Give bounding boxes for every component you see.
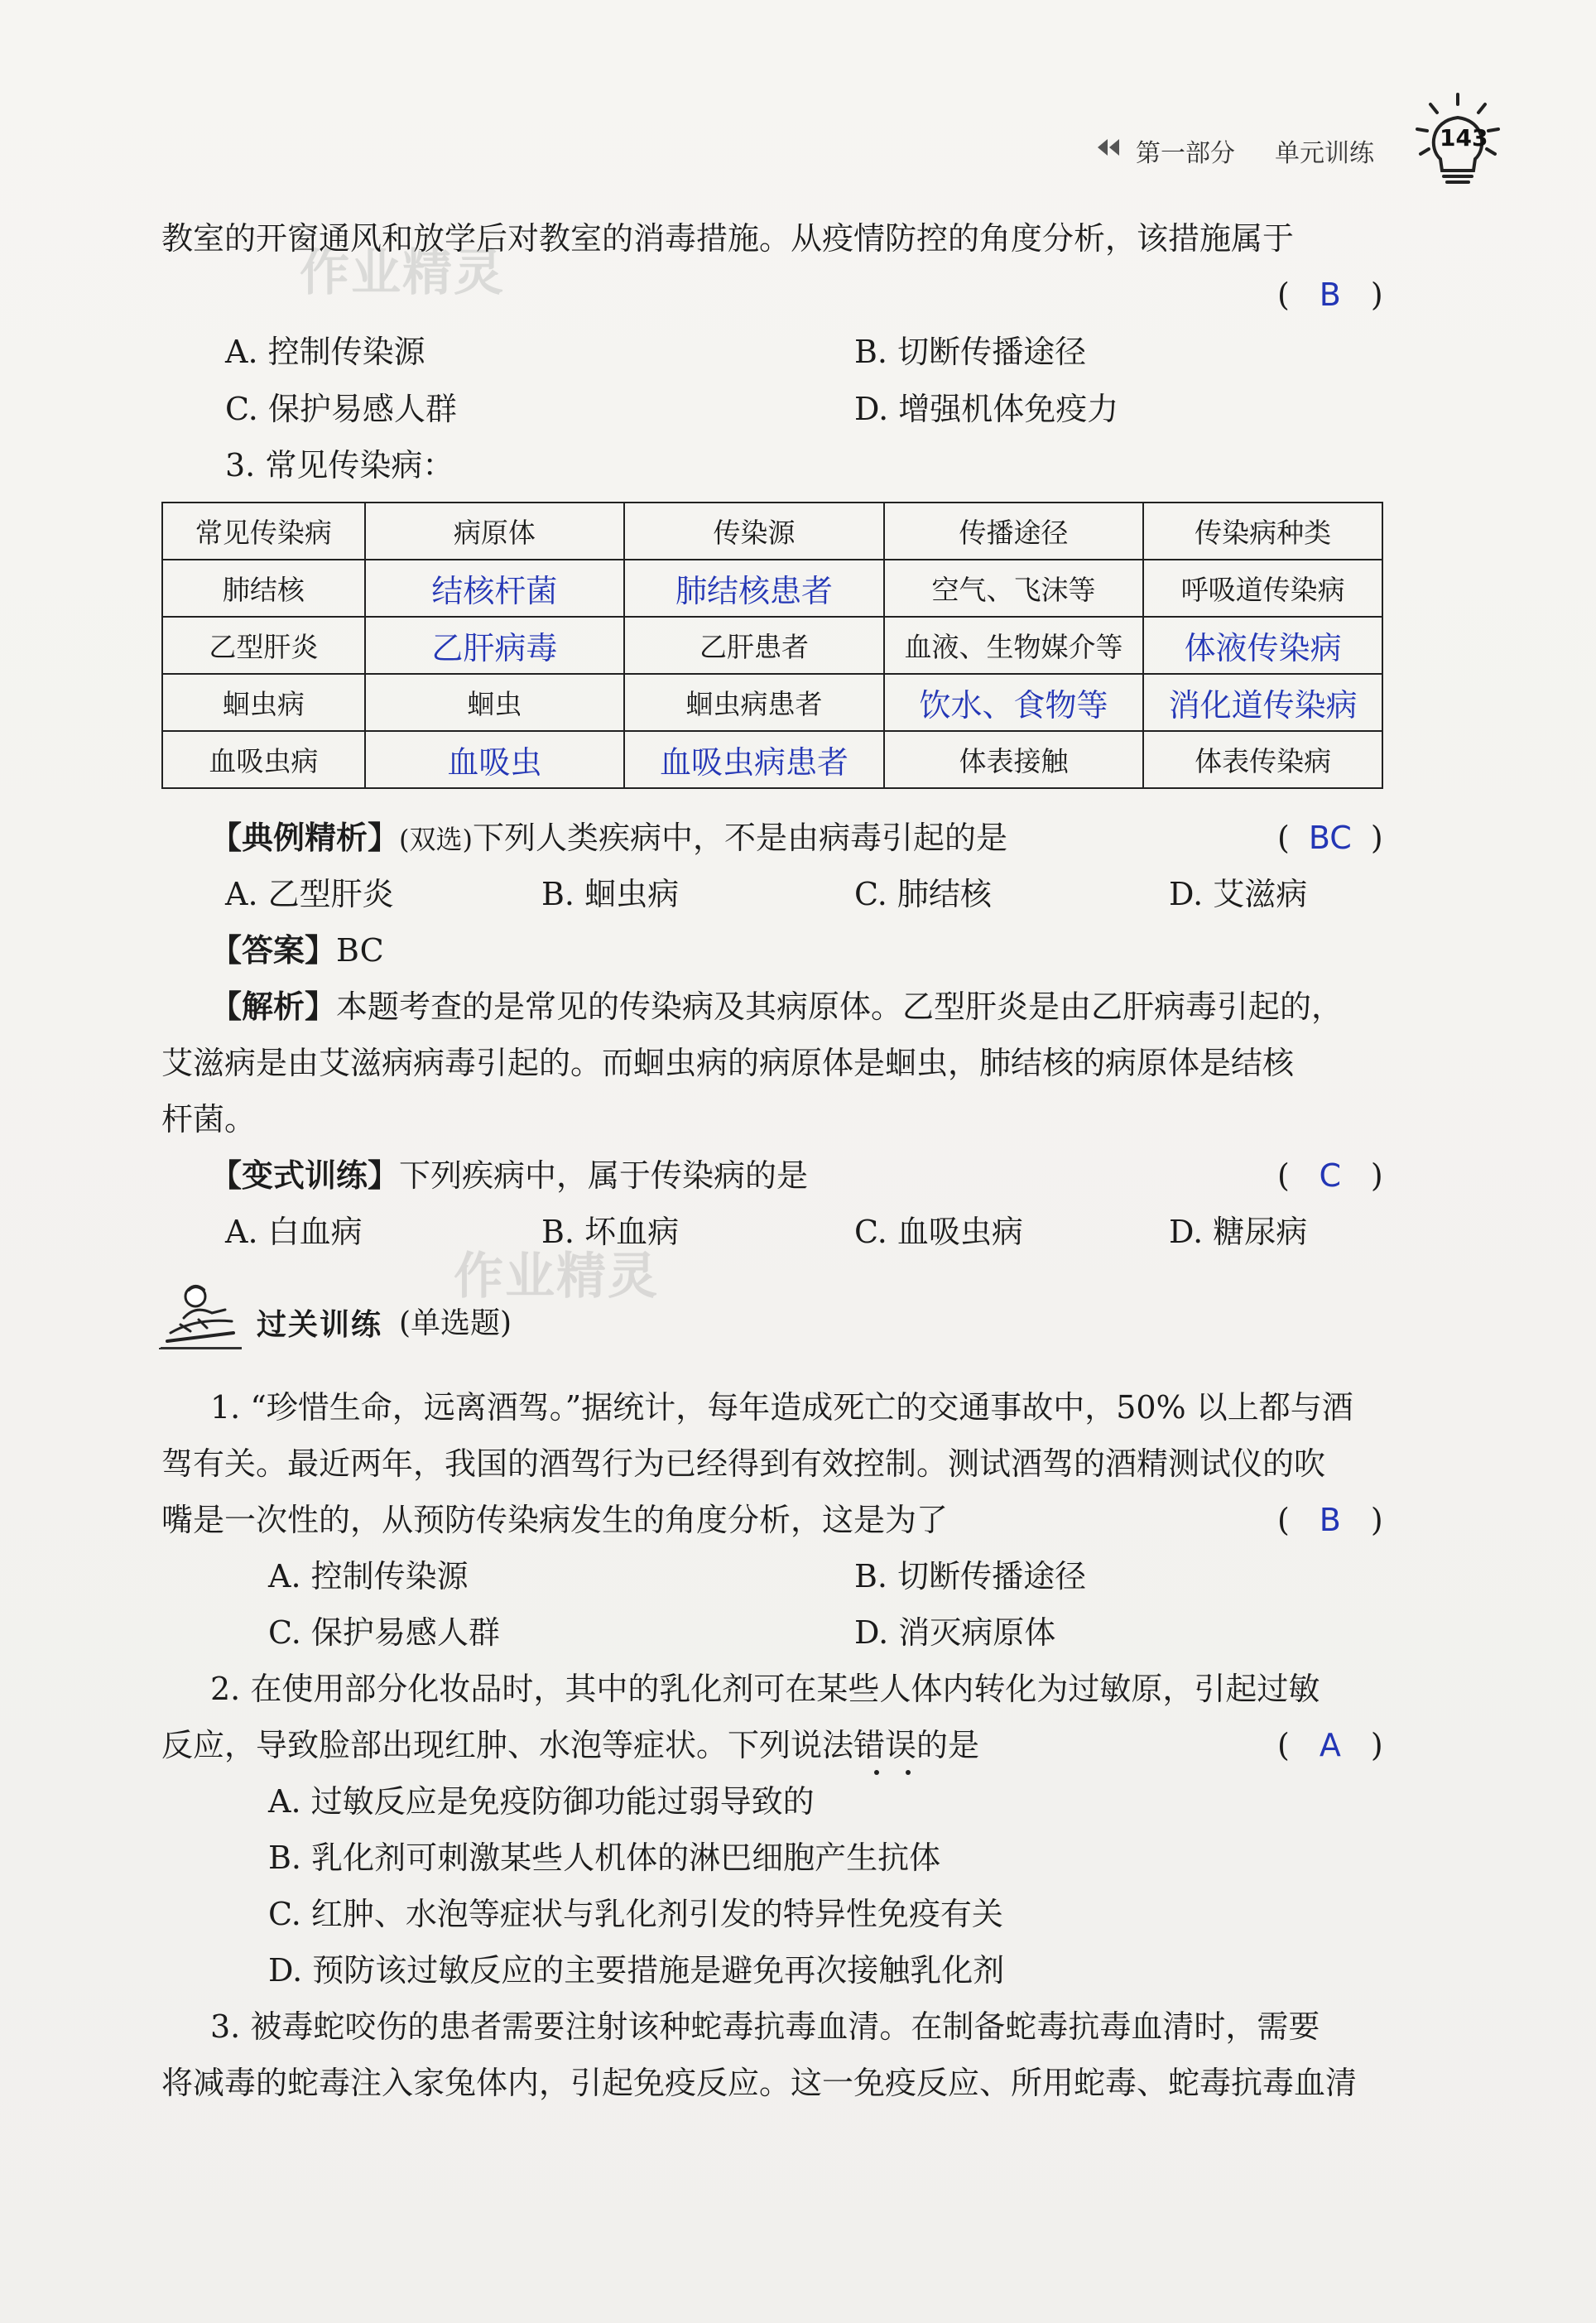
analysis-line-1 (210, 985, 1343, 1028)
q1-option-a: A. 控制传染源 (268, 1558, 469, 1594)
intro-option-c: C. 保护易感人群 (225, 391, 457, 427)
table-cell: 呼吸道传染病 (1143, 560, 1382, 617)
q2-option-c: C. 红肿、水泡等症状与乳化剂引发的特异性免疫有关 (268, 1896, 1003, 1932)
variant-option-d: D. 糖尿病 (1169, 1214, 1308, 1250)
header-section: 单元训练 (1275, 139, 1374, 168)
table-row (162, 560, 1382, 617)
watermark: 作业精灵 (454, 1248, 659, 1306)
analysis-label: 【解析】 (210, 988, 337, 1025)
example-option-c: C. 肺结核 (854, 876, 992, 912)
variant-text: 下列疾病中，属于传染病的是 (399, 1157, 809, 1194)
practice-icon (159, 1282, 242, 1353)
example-question (210, 816, 1007, 861)
intro-option-b: B. 切断传播途径 (854, 334, 1087, 370)
example-answer-line (210, 929, 384, 972)
q2-option-a: A. 过敏反应是免疫防御功能过弱导致的 (268, 1783, 815, 1820)
table-cell-answer: 肺结核患者 (624, 560, 884, 617)
answer-text: BC (336, 932, 384, 969)
example-text: 下列人类疾病中，不是由病毒引起的是 (473, 820, 1008, 856)
example-option-d: D. 艾滋病 (1169, 876, 1308, 912)
variant-option-c: C. 血吸虫病 (854, 1214, 1023, 1250)
table-header-cell: 传染病种类 (1143, 503, 1382, 560)
analysis-line-3: 杆菌。 (161, 1101, 257, 1137)
practice-title: 过关训练 (257, 1308, 383, 1342)
table-header-cell: 传染源 (624, 503, 884, 560)
table-cell-answer: 血吸虫 (365, 731, 625, 788)
variant-label: 【变式训练】 (210, 1157, 400, 1194)
table-header-cell: 常见传染病 (162, 503, 365, 560)
table-cell-answer: 饮水、食物等 (884, 674, 1144, 731)
q2-answer-paren: ( A ) (1277, 1724, 1383, 1767)
practice-note: (单选题) (399, 1306, 512, 1340)
variant-question (210, 1154, 808, 1197)
q3-line-1: 3. 被毒蛇咬伤的患者需要注射该种蛇毒抗毒血清。在制备蛇毒抗毒血清时，需要 (210, 2008, 1320, 2045)
practice-underline (159, 1348, 242, 1349)
table-cell: 乙肝患者 (624, 617, 884, 674)
table-cell: 蛔虫 (365, 674, 625, 731)
q1-answer-paren: ( B ) (1277, 1498, 1383, 1541)
q2-option-b: B. 乳化剂可刺激某些人机体的淋巴细胞产生抗体 (268, 1840, 941, 1876)
example-answer: BC (1308, 820, 1352, 856)
table-cell: 体表传染病 (1143, 731, 1382, 788)
table-cell-answer: 结核杆菌 (365, 560, 625, 617)
table-row (162, 674, 1382, 731)
table-header-row (162, 503, 1382, 560)
emphasis-dot (874, 1770, 879, 1775)
table-cell-answer: 乙肝病毒 (365, 617, 625, 674)
answer-label: 【答案】 (210, 932, 337, 969)
header-back-icon (1094, 136, 1122, 162)
example-option-a: A. 乙型肝炎 (225, 876, 394, 912)
table-header-cell: 病原体 (365, 503, 625, 560)
analysis-line-2: 艾滋病是由艾滋病病毒引起的。而蛔虫病的病原体是蛔虫，肺结核的病原体是结核 (161, 1045, 1295, 1081)
variant-option-a: A. 白血病 (225, 1214, 363, 1250)
q2-answer: A (1319, 1727, 1341, 1763)
table-cell: 体表接触 (884, 731, 1144, 788)
intro-text: 教室的开窗通风和放学后对教室的消毒措施。从疫情防控的角度分析，该措施属于 (161, 220, 1295, 257)
q3-line-2: 将减毒的蛇毒注入家兔体内，引起免疫反应。这一免疫反应、所用蛇毒、蛇毒抗毒血清 (161, 2065, 1358, 2101)
watermark: 作业精灵 (300, 244, 505, 302)
disease-table (161, 502, 1383, 789)
q1-option-c: C. 保护易感人群 (268, 1614, 500, 1651)
example-option-b: B. 蛔虫病 (541, 876, 680, 912)
q1-option-b: B. 切断传播途径 (854, 1558, 1087, 1594)
section3-title: 3. 常见传染病： (225, 447, 454, 483)
variant-option-b: B. 坏血病 (541, 1214, 680, 1250)
variant-answer: C (1319, 1157, 1342, 1194)
analysis-text: 本题考查的是常见的传染病及其病原体。乙型肝炎是由乙肝病毒引起的， (336, 988, 1344, 1025)
intro-answer-paren: ( B ) (1277, 273, 1383, 316)
intro-option-a: A. 控制传染源 (225, 334, 425, 370)
q1-answer: B (1319, 1502, 1341, 1538)
example-label: 【典例精析】 (210, 820, 400, 856)
q2-line-1: 2. 在使用部分化妆品时，其中的乳化剂可在某些人体内转化为过敏原，引起过敏 (210, 1671, 1320, 1707)
q1-line-1: 1. “珍惜生命，远离酒驾。”据统计，每年造成死亡的交通事故中，50% 以上都与酒 (210, 1389, 1353, 1426)
q2-option-d: D. 预防该过敏反应的主要措施是避免再次接触乳化剂 (268, 1952, 1005, 1989)
q1-option-d: D. 消灭病原体 (854, 1614, 1056, 1651)
intro-option-d: D. 增强机体免疫力 (854, 391, 1119, 427)
table-row (162, 617, 1382, 674)
q1-line-2: 驾有关。最近两年，我国的酒驾行为已经得到有效控制。测试酒驾的酒精测试仪的吹 (161, 1445, 1326, 1482)
example-note: (双选) (399, 824, 473, 855)
q1-line-3: 嘴是一次性的，从预防传染病发生的角度分析，这是为了 (161, 1502, 949, 1538)
page-number: 143 (1440, 124, 1488, 152)
table-cell: 空气、飞沫等 (884, 560, 1144, 617)
table-cell: 肺结核 (162, 560, 365, 617)
emphasis-dot (906, 1770, 911, 1775)
table-cell: 乙型肝炎 (162, 617, 365, 674)
header-part: 第一部分 (1136, 139, 1235, 168)
example-answer-paren: ( BC ) (1277, 816, 1383, 859)
table-cell-answer: 体液传染病 (1143, 617, 1382, 674)
table-cell: 血吸虫病 (162, 731, 365, 788)
table-header-cell: 传播途径 (884, 503, 1144, 560)
table-row (162, 731, 1382, 788)
q2-line-2: 反应，导致脸部出现红肿、水泡等症状。下列说法错误的是 (161, 1727, 980, 1763)
table-cell-answer: 血吸虫病患者 (624, 731, 884, 788)
table-cell: 血液、生物媒介等 (884, 617, 1144, 674)
table-cell: 蛔虫病 (162, 674, 365, 731)
intro-answer: B (1319, 277, 1341, 313)
table-cell: 蛔虫病患者 (624, 674, 884, 731)
table-cell-answer: 消化道传染病 (1143, 674, 1382, 731)
variant-answer-paren: ( C ) (1277, 1154, 1383, 1197)
